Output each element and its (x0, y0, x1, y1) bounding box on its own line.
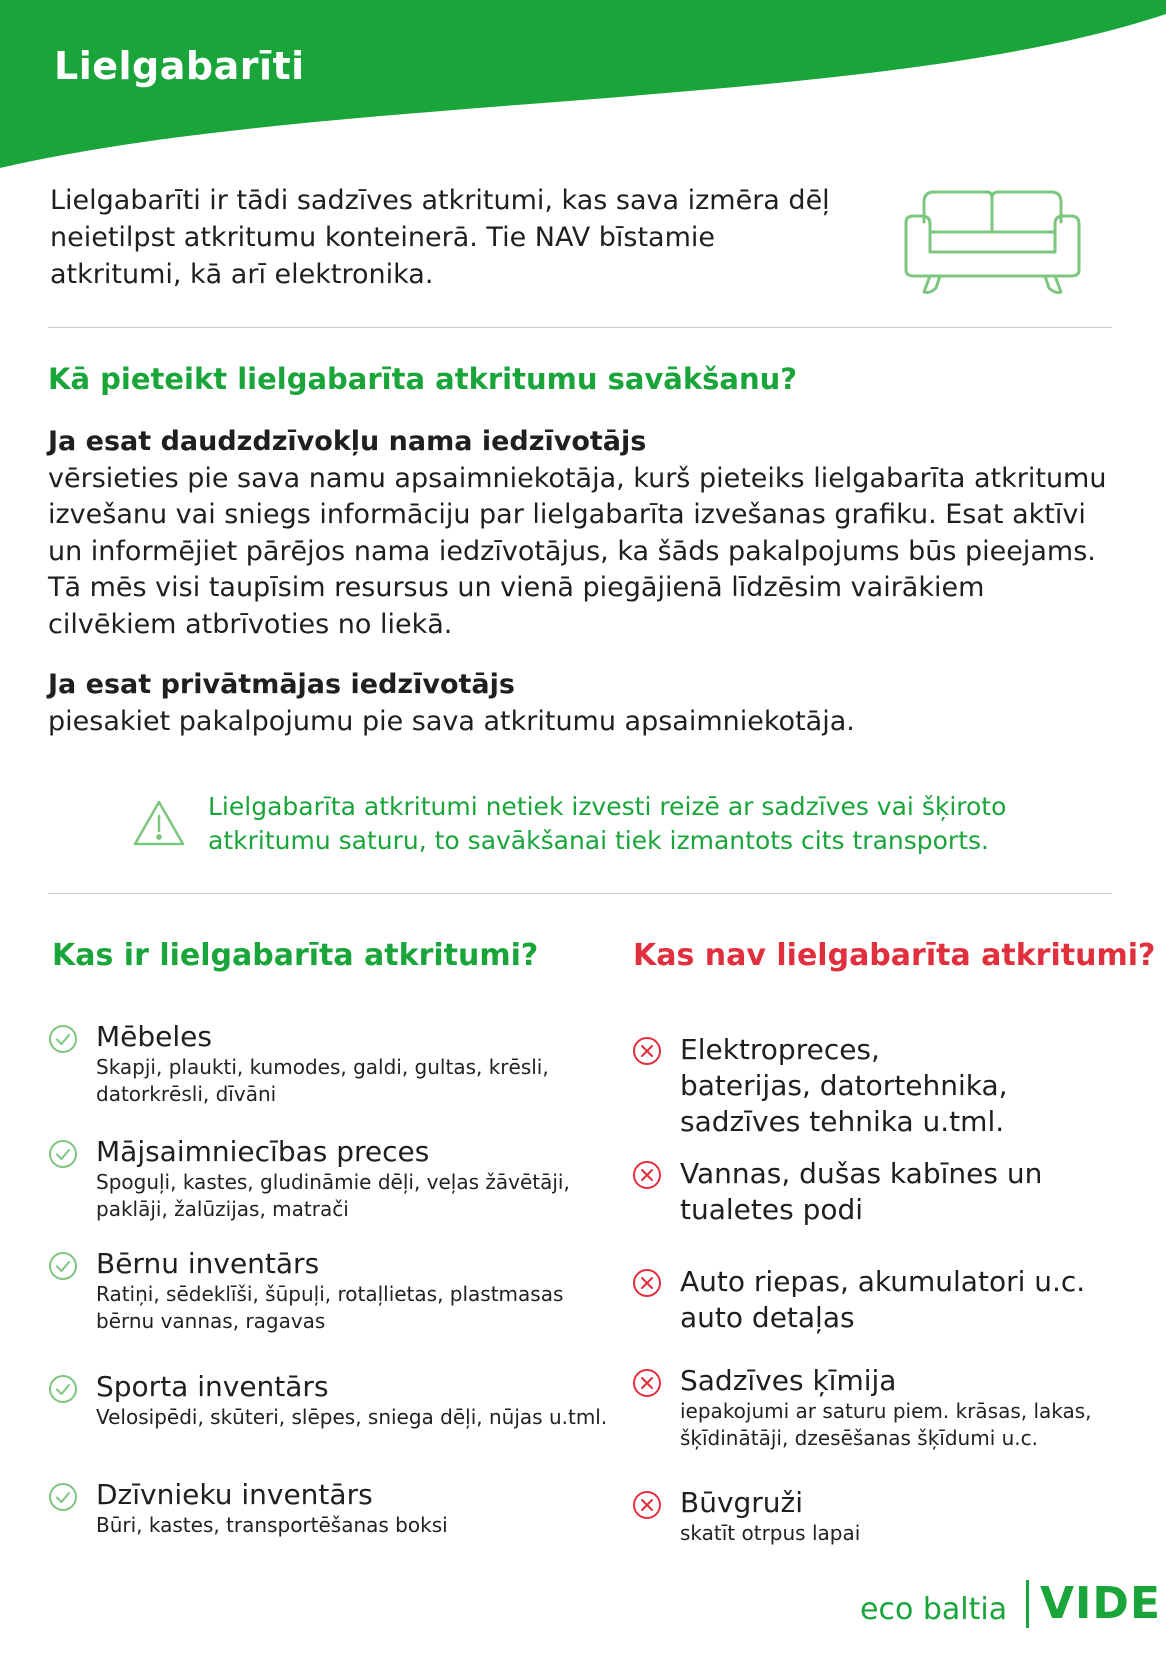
item-title: Vannas, dušas kabīnes un tualetes podi (680, 1157, 1043, 1226)
x-circle-icon (632, 1368, 662, 1398)
intro-text: Lielgabarīti ir tādi sadzīves atkritumi, kas sava izmēra dēļ neietilpst atkritumu konteinerā. Tie NAV bīstamie atkritumi, kā arī elektronika. (50, 185, 830, 290)
item-description: Ratiņi, sēdeklīši, šūpuļi, rotaļlietas, plastmasas bērnu vannas, ragavas (96, 1282, 564, 1333)
sofa-icon (900, 188, 1085, 296)
apartment-block (48, 424, 1118, 643)
item-description: Skapji, plaukti, kumodes, galdi, gultas, krēsli, datorkrēsli, dīvāni (96, 1055, 549, 1106)
item-description: Spoguļi, kastes, gludināmie dēļi, veļas žāvētāji, paklāji, žalūzijas, matrači (96, 1170, 570, 1221)
item-description: iepakojumi ar saturu piem. krāsas, lakas, šķīdinātāji, dzesēšanas šķīdumi u.c. (680, 1399, 1092, 1450)
item-title: Elektropreces, baterijas, datortehnika, sadzīves tehnika u.tml. (680, 1033, 1008, 1138)
check-circle-icon (48, 1139, 78, 1169)
is-bulky-heading: Kas ir lielgabarīta atkritumi? (52, 938, 539, 973)
x-circle-icon (632, 1268, 662, 1298)
item-description: Būri, kastes, transportēšanas boksi (96, 1513, 448, 1537)
item-title: Bērnu inventārs (96, 1247, 320, 1280)
check-circle-icon (48, 1374, 78, 1404)
item-title: Sporta inventārs (96, 1370, 329, 1403)
warning-note (132, 790, 1052, 870)
item-description: Velosipēdi, skūteri, slēpes, sniega dēļi, nūjas u.tml. (96, 1405, 608, 1429)
not-bulky-heading: Kas nav lielgabarīta atkritumi? (633, 938, 1156, 973)
warning-triangle-icon (132, 798, 186, 848)
apartment-text: vērsieties pie sava namu apsaimniekotāja, kurš pieteiks lielgabarīta atkritumu izvešanu vai sniegs informāciju par lielgabarīta izvešanas grafiku. Esat aktīvi un informējiet pārējos nama iedzīvotājus, ka šāds pakalpojums būs pieejams. Tā mēs visi taupīsim resursus un vienā piegājienā līdzēsim vairākiem cilvēkiem atbrīvoties no liekā. (48, 462, 1107, 640)
logo-eco-text: eco baltia (860, 1592, 1008, 1627)
item-title: Dzīvnieku inventārs (96, 1478, 373, 1511)
check-circle-icon (48, 1024, 78, 1054)
private-house-text: piesakiet pakalpojumu pie sava atkritumu apsaimniekotāja. (48, 705, 855, 737)
x-circle-icon (632, 1036, 662, 1066)
item-title: Mājsaimniecības preces (96, 1135, 430, 1168)
warning-text: Lielgabarīta atkritumi netiek izvesti reizē ar sadzīves vai šķiroto atkritumu saturu, to savākšanai tiek izmantots cits transports. (208, 792, 1007, 855)
check-circle-icon (48, 1251, 78, 1281)
x-circle-icon (632, 1160, 662, 1190)
how-to-heading: Kā pieteikt lielgabarīta atkritumu savākšanu? (48, 362, 798, 396)
item-title: Auto riepas, akumulatori u.c. auto detaļas (680, 1265, 1086, 1334)
page-title: Lielgabarīti (54, 44, 305, 88)
divider-bottom (48, 893, 1112, 894)
private-house-title: Ja esat privātmājas iedzīvotājs (48, 669, 515, 700)
private-house-block (48, 667, 1118, 740)
apartment-title: Ja esat daudzdzīvokļu nama iedzīvotājs (48, 426, 647, 457)
item-title: Mēbeles (96, 1020, 212, 1053)
item-description: skatīt otrpus lapai (680, 1521, 861, 1545)
item-title: Būvgruži (680, 1486, 804, 1519)
header-wave (0, 0, 1166, 180)
x-circle-icon (632, 1490, 662, 1520)
divider-top (48, 327, 1112, 328)
ecobaltia-vide-logo (860, 1578, 1162, 1634)
logo-divider (1026, 1580, 1029, 1628)
item-title: Sadzīves ķīmija (680, 1364, 897, 1397)
check-circle-icon (48, 1482, 78, 1512)
logo-vide-text: VIDE (1040, 1578, 1162, 1629)
